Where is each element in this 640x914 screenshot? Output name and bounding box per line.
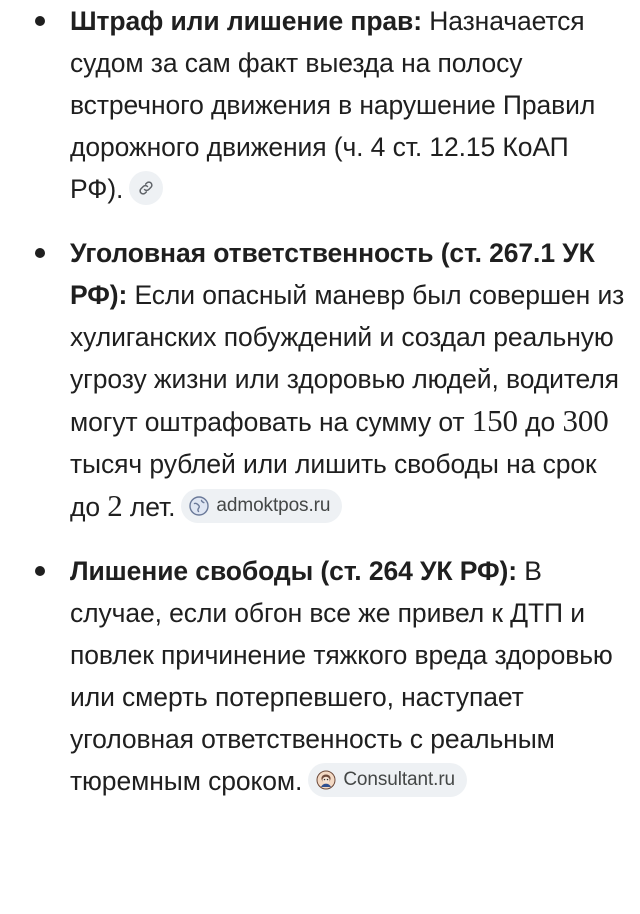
source-label: Consultant.ru — [343, 769, 456, 790]
item-text: до — [517, 407, 563, 437]
bullet-dot — [35, 16, 45, 26]
bullet-dot — [35, 566, 45, 576]
item-text: Назначается судом за сам факт выезда на полосу встречного движения в нарушение Правил дорожного движения (ч. 4 ст. 12.15 КоАП РФ). — [70, 6, 596, 204]
item-text: лет. — [122, 492, 176, 522]
item-text: В случае, если обгон все же привел к ДТП и повлек причинение тяжкого вреда здоровью или смерть потерпевшего, наступает уголовная ответственность с реальным тюремным сроком. — [70, 556, 613, 796]
list-item-criminal-264 — [0, 550, 640, 802]
years-value: 2 — [107, 488, 123, 523]
item-text: тысяч рублей или лишить свободы на срок до — [70, 449, 597, 522]
amount-min: 150 — [471, 403, 518, 438]
link-icon — [136, 178, 156, 198]
consultant-logo-icon — [316, 770, 336, 790]
bullet-dot — [35, 248, 45, 258]
list-item-fine — [0, 0, 640, 210]
source-label: admoktpos.ru — [216, 495, 331, 516]
amount-max: 300 — [562, 403, 609, 438]
item-text: Если опасный маневр был совершен из хулиганских побуждений и создал реальную угрозу жизни или здоровью людей, водителя могут оштрафовать на сумму от — [70, 280, 625, 437]
source-link-chip[interactable] — [129, 171, 163, 205]
source-chip-consultant[interactable] — [308, 763, 467, 797]
item-lead: Уголовная ответственность (ст. 267.1 УК РФ): — [70, 238, 595, 310]
source-chip-admoktpos[interactable] — [181, 489, 342, 523]
item-lead: Лишение свободы (ст. 264 УК РФ): — [70, 556, 517, 586]
list-item-criminal-267 — [0, 232, 640, 528]
item-lead: Штраф или лишение прав: — [70, 6, 422, 36]
globe-icon — [189, 496, 209, 516]
